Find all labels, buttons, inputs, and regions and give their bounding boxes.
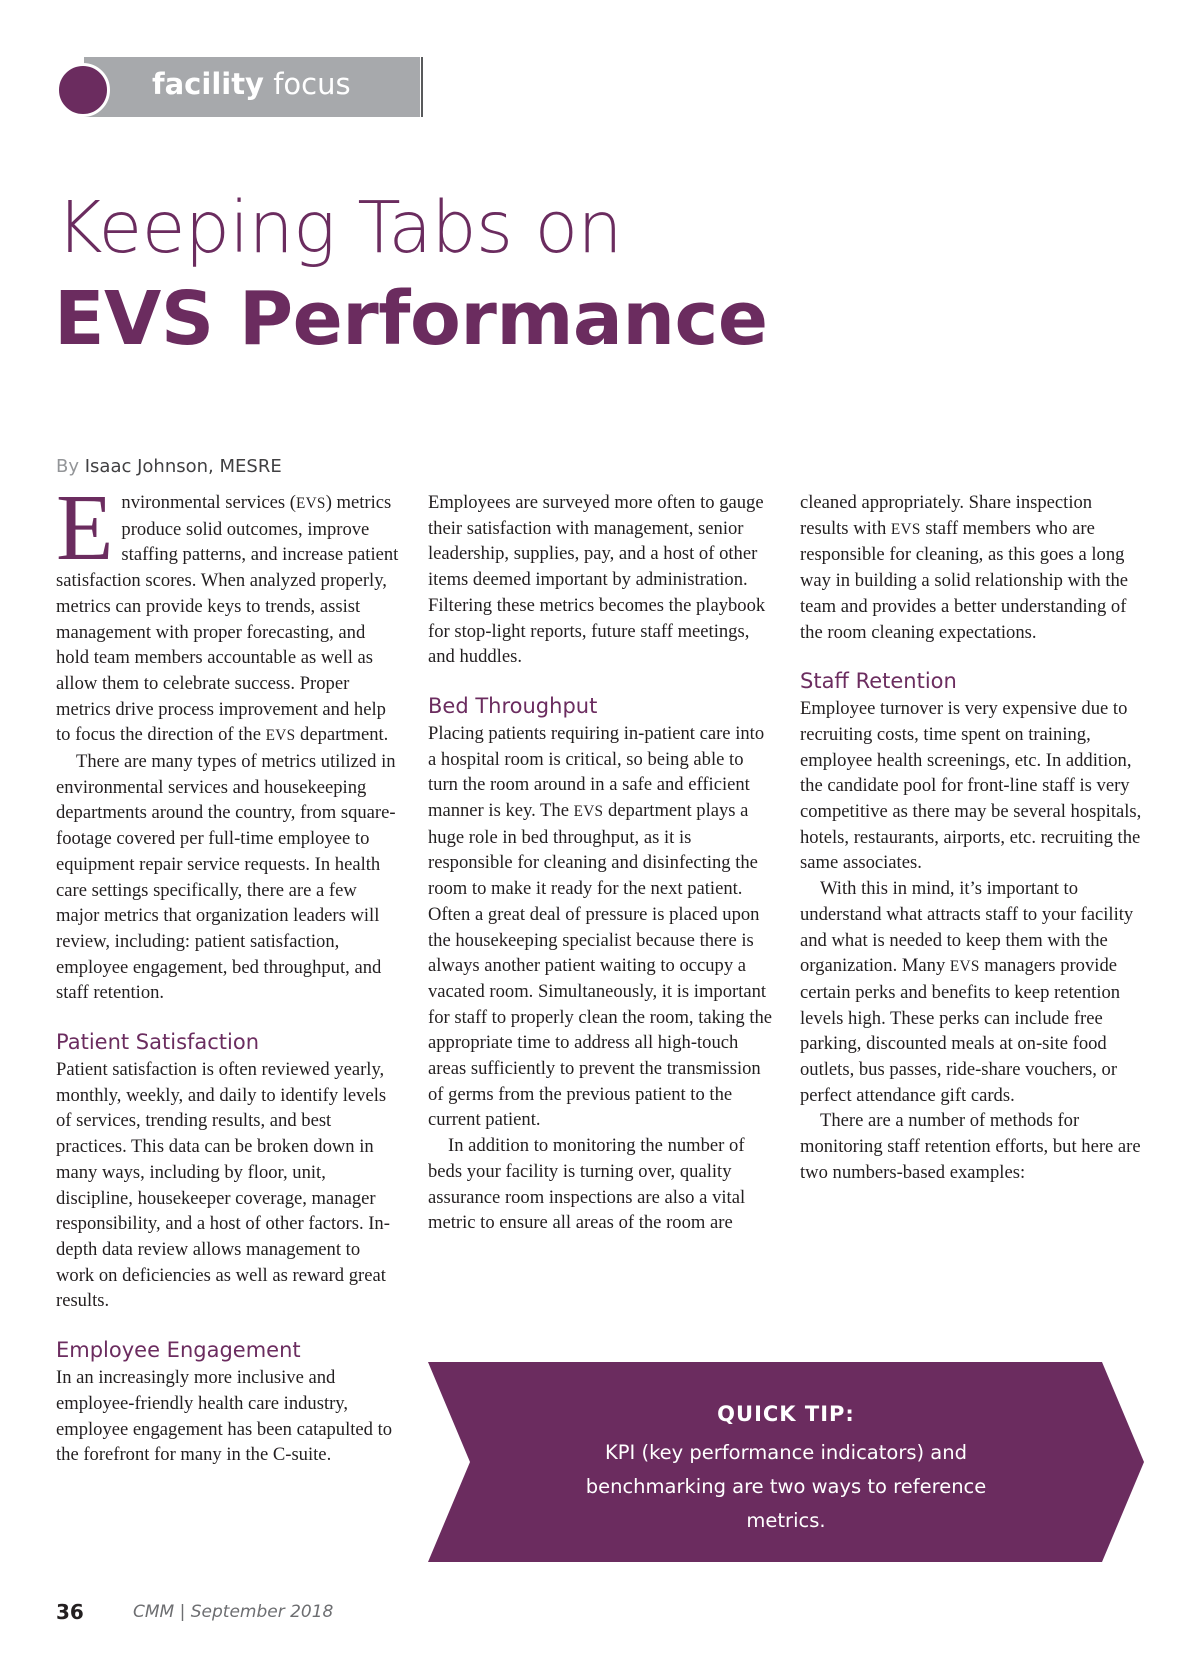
banner-circle-icon bbox=[56, 63, 110, 117]
bed-throughput-paragraph-1: Placing patients requiring in-patient care into a hospital room is critical, so being able to turn the room around in a safe and efficient manner is key. The EVS department plays a huge role in bed throughput, as it is responsible for cleaning and disinfecting the room to make it ready for the next patient. Often a great deal of pressure is placed upon the housekeeping specialist because there is always another patient waiting to occupy a vacated room. Simultaneously, it is important for staff to properly clean the room, taking the appropriate time to address all high-touch areas sufficiently to prevent the transmission of germs from the previous patient to the current patient. bbox=[428, 722, 773, 1131]
byline-by: By bbox=[56, 456, 80, 477]
intro-text-a: nvironmental services ( bbox=[121, 492, 296, 513]
intro-text-c: department. bbox=[295, 724, 389, 746]
patient-satisfaction-paragraph: Patient satisfaction is often reviewed yearly, monthly, weekly, and daily to identify levels of services, trending results, and best practices. This data can be broken down in many ways, including by floor, unit, discipline, housekeeper coverage, manager responsibility, and a host of other factors. In-depth data review allows management to work on deficiencies as well as reward great results. bbox=[56, 1059, 390, 1312]
section-label-bold: facility bbox=[152, 67, 264, 101]
employee-engagement-continued: Employees are surveyed more often to gauge their satisfaction with management, senior leadership, supplies, pay, and a host of other items deemed important by administration. Filtering these metrics becomes the playbook for stop-light reports, future staff meetings, and huddles. bbox=[428, 492, 766, 668]
heading-staff-retention: Staff Retention bbox=[800, 669, 957, 694]
employee-engagement-paragraph: In an increasingly more inclusive and employee-friendly health care industry, employee engagement has been catapulted to the forefront for many in the C-suite. bbox=[56, 1367, 393, 1466]
drop-cap: E bbox=[56, 490, 114, 580]
intro-abbr: EVS bbox=[295, 495, 326, 512]
intro-abbr-2: EVS bbox=[265, 727, 296, 745]
staff-retention-paragraph-3: There are a number of methods for monitoring staff retention efforts, but here are two numbers-based examples: bbox=[800, 1110, 1141, 1183]
section-label bbox=[152, 67, 351, 101]
column-2 bbox=[428, 490, 773, 1236]
intro-text-b: ) metrics produce solid outcomes, improve staffing patterns, and increase patient satisfaction scores. When analyzed properly, metrics can provide keys to trends, assist management with proper forecasting, and hold team members accountable as well as allow them to celebrate success. Proper metrics drive process improvement and help to focus the direction of the bbox=[56, 492, 399, 746]
quick-tip-body: KPI (key performance indicators) and benchmarking are two ways to reference metrics. bbox=[585, 1441, 987, 1532]
bed-throughput-paragraph-2: In addition to monitoring the number of beds your facility is turning over, quality assurance room inspections are also a vital metric to ensure all areas of the room are bbox=[428, 1135, 746, 1234]
section-banner bbox=[56, 57, 426, 117]
staff-retention-paragraph-1: Employee turnover is very expensive due to recruiting costs, time spent on training, employee health screenings, etc. In addition, the candidate pool for front-line staff is very competitive as there may be several hospitals, hotels, restaurants, airports, etc. recruiting the same associates. bbox=[800, 698, 1142, 874]
quick-tip-box bbox=[428, 1362, 1144, 1562]
heading-bed-throughput: Bed Throughput bbox=[428, 693, 598, 718]
column-1 bbox=[56, 490, 401, 1468]
column-3 bbox=[800, 490, 1145, 1186]
section-label-light: focus bbox=[273, 67, 351, 101]
headline-line-1: Keeping Tabs on bbox=[56, 186, 623, 269]
quick-tip-title: QUICK TIP: bbox=[717, 1402, 855, 1426]
banner-divider bbox=[421, 57, 423, 117]
intro-paragraph-2: There are many types of metrics utilized in environmental services and housekeeping departments around the country, from square-footage covered per full-time employee to equipment repair service requests. In health care settings specifically, there are a few major metrics that organization leaders will review, including: patient satisfaction, employee engagement, bed throughput, and staff retention. bbox=[56, 751, 396, 1004]
byline-author: Isaac Johnson, MESRE bbox=[84, 456, 282, 477]
heading-employee-engagement: Employee Engagement bbox=[56, 1338, 301, 1363]
headline-line-2: EVS Performance bbox=[54, 276, 768, 362]
page-number: 36 bbox=[56, 1600, 84, 1624]
staff-retention-paragraph-2: With this in mind, it’s important to understand what attracts staff to your facility and what is needed to keep them with the organization. Many EVS managers provide certain perks and benefits to keep retention levels high. These perks can include free parking, discounted meals at on-site food outlets, bus passes, ride-share vouchers, or perfect attendance gift cards. bbox=[800, 878, 1134, 1106]
bed-throughput-continued: cleaned appropriately. Share inspection results with EVS staff members who are responsible for cleaning, as this goes a long way in building a solid relationship with the team and provides a better understanding of the room cleaning expectations. bbox=[800, 492, 1129, 643]
intro-paragraph-1 bbox=[56, 490, 401, 749]
heading-patient-satisfaction: Patient Satisfaction bbox=[56, 1030, 260, 1055]
publication-info: CMM | September 2018 bbox=[133, 1602, 334, 1622]
byline bbox=[56, 456, 282, 477]
